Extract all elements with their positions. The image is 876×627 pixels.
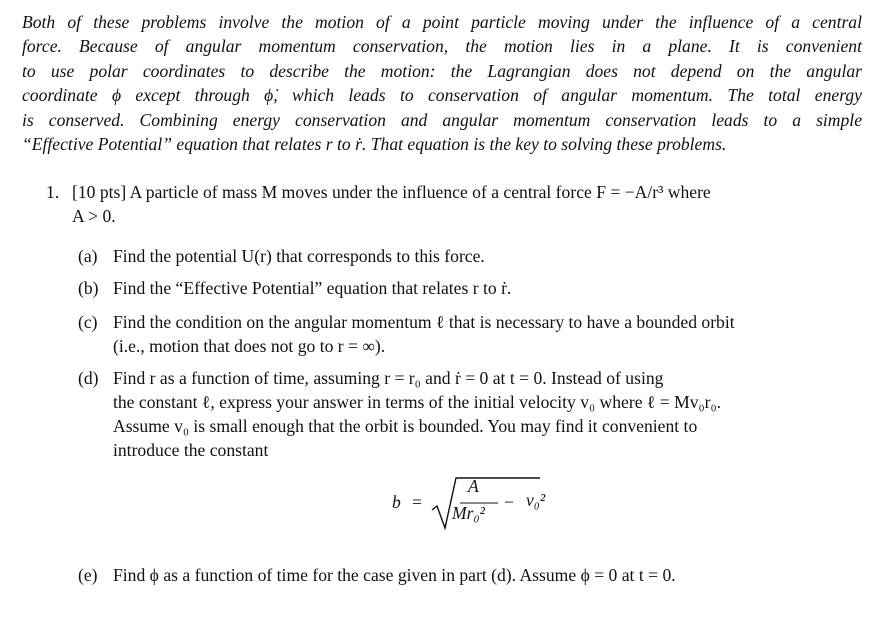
part-text bbox=[113, 563, 862, 587]
part-text bbox=[113, 366, 862, 462]
part-c bbox=[78, 310, 862, 358]
equation-lhs: b bbox=[392, 492, 401, 512]
intro-paragraph bbox=[22, 10, 862, 156]
equation-minus: − bbox=[504, 492, 514, 512]
part-line: Find the potential U(r) that corresponds to this force. bbox=[113, 246, 485, 266]
problem-number: 1. bbox=[46, 182, 60, 202]
part-line: Find the “Effective Potential” equation that relates r to ṙ. bbox=[113, 278, 512, 298]
part-text bbox=[113, 310, 862, 358]
problem-1 bbox=[46, 180, 861, 228]
part-label: (b) bbox=[78, 278, 99, 298]
intro-line: force. Because of angular momentum conservation, the motion lies in a plane. It is convenient bbox=[22, 36, 862, 57]
intro-line: is conserved. Combining energy conservation and angular momentum conservation leads to a simple bbox=[22, 109, 862, 130]
intro-line: “Effective Potential” equation that relates r to ṙ. That equation is the key to solving these problems. bbox=[22, 134, 727, 155]
part-a bbox=[78, 244, 862, 268]
part-label: (e) bbox=[78, 565, 98, 585]
equation-equals: = bbox=[412, 492, 422, 512]
part-d bbox=[78, 366, 862, 462]
fraction-numerator: A bbox=[468, 476, 479, 496]
part-line: Assume v₀ is small enough that the orbit is bounded. You may find it convenient to bbox=[113, 416, 698, 436]
part-label: (a) bbox=[78, 246, 98, 266]
equation-term: v₀² bbox=[526, 490, 546, 510]
part-line: introduce the constant bbox=[113, 440, 269, 460]
part-b bbox=[78, 276, 862, 300]
fraction-denominator: Mr₀² bbox=[452, 503, 485, 523]
part-text bbox=[113, 276, 862, 300]
intro-line: Both of these problems involve the motion of a point particle moving under the influence of a central bbox=[22, 12, 862, 32]
part-line: Find ϕ as a function of time for the case given in part (d). Assume ϕ = 0 at t = 0. bbox=[113, 565, 676, 585]
part-e bbox=[78, 563, 862, 587]
part-line: Find the condition on the angular momentum ℓ that is necessary to have a bounded orbit bbox=[113, 312, 735, 332]
part-label: (d) bbox=[78, 368, 99, 388]
problem-statement bbox=[72, 180, 861, 228]
intro-line: to use polar coordinates to describe the motion: the Lagrangian does not depend on the angular bbox=[22, 60, 862, 81]
problem-line: A > 0. bbox=[72, 206, 116, 226]
part-line: the constant ℓ, express your answer in terms of the initial velocity v₀ where ℓ = Mv₀r₀. bbox=[113, 392, 722, 412]
part-line: (i.e., motion that does not go to r = ∞). bbox=[113, 336, 386, 356]
part-text bbox=[113, 244, 862, 268]
intro-line: coordinate ϕ except through ϕ̇, which leads to conservation of angular momentum. The total energy bbox=[22, 85, 862, 106]
part-line: Find r as a function of time, assuming r = r₀ and ṙ = 0 at t = 0. Instead of using bbox=[113, 368, 664, 388]
problem-line: [10 pts] A particle of mass M moves under the influence of a central force F = −A/r³ where bbox=[72, 182, 711, 202]
part-label: (c) bbox=[78, 312, 98, 332]
